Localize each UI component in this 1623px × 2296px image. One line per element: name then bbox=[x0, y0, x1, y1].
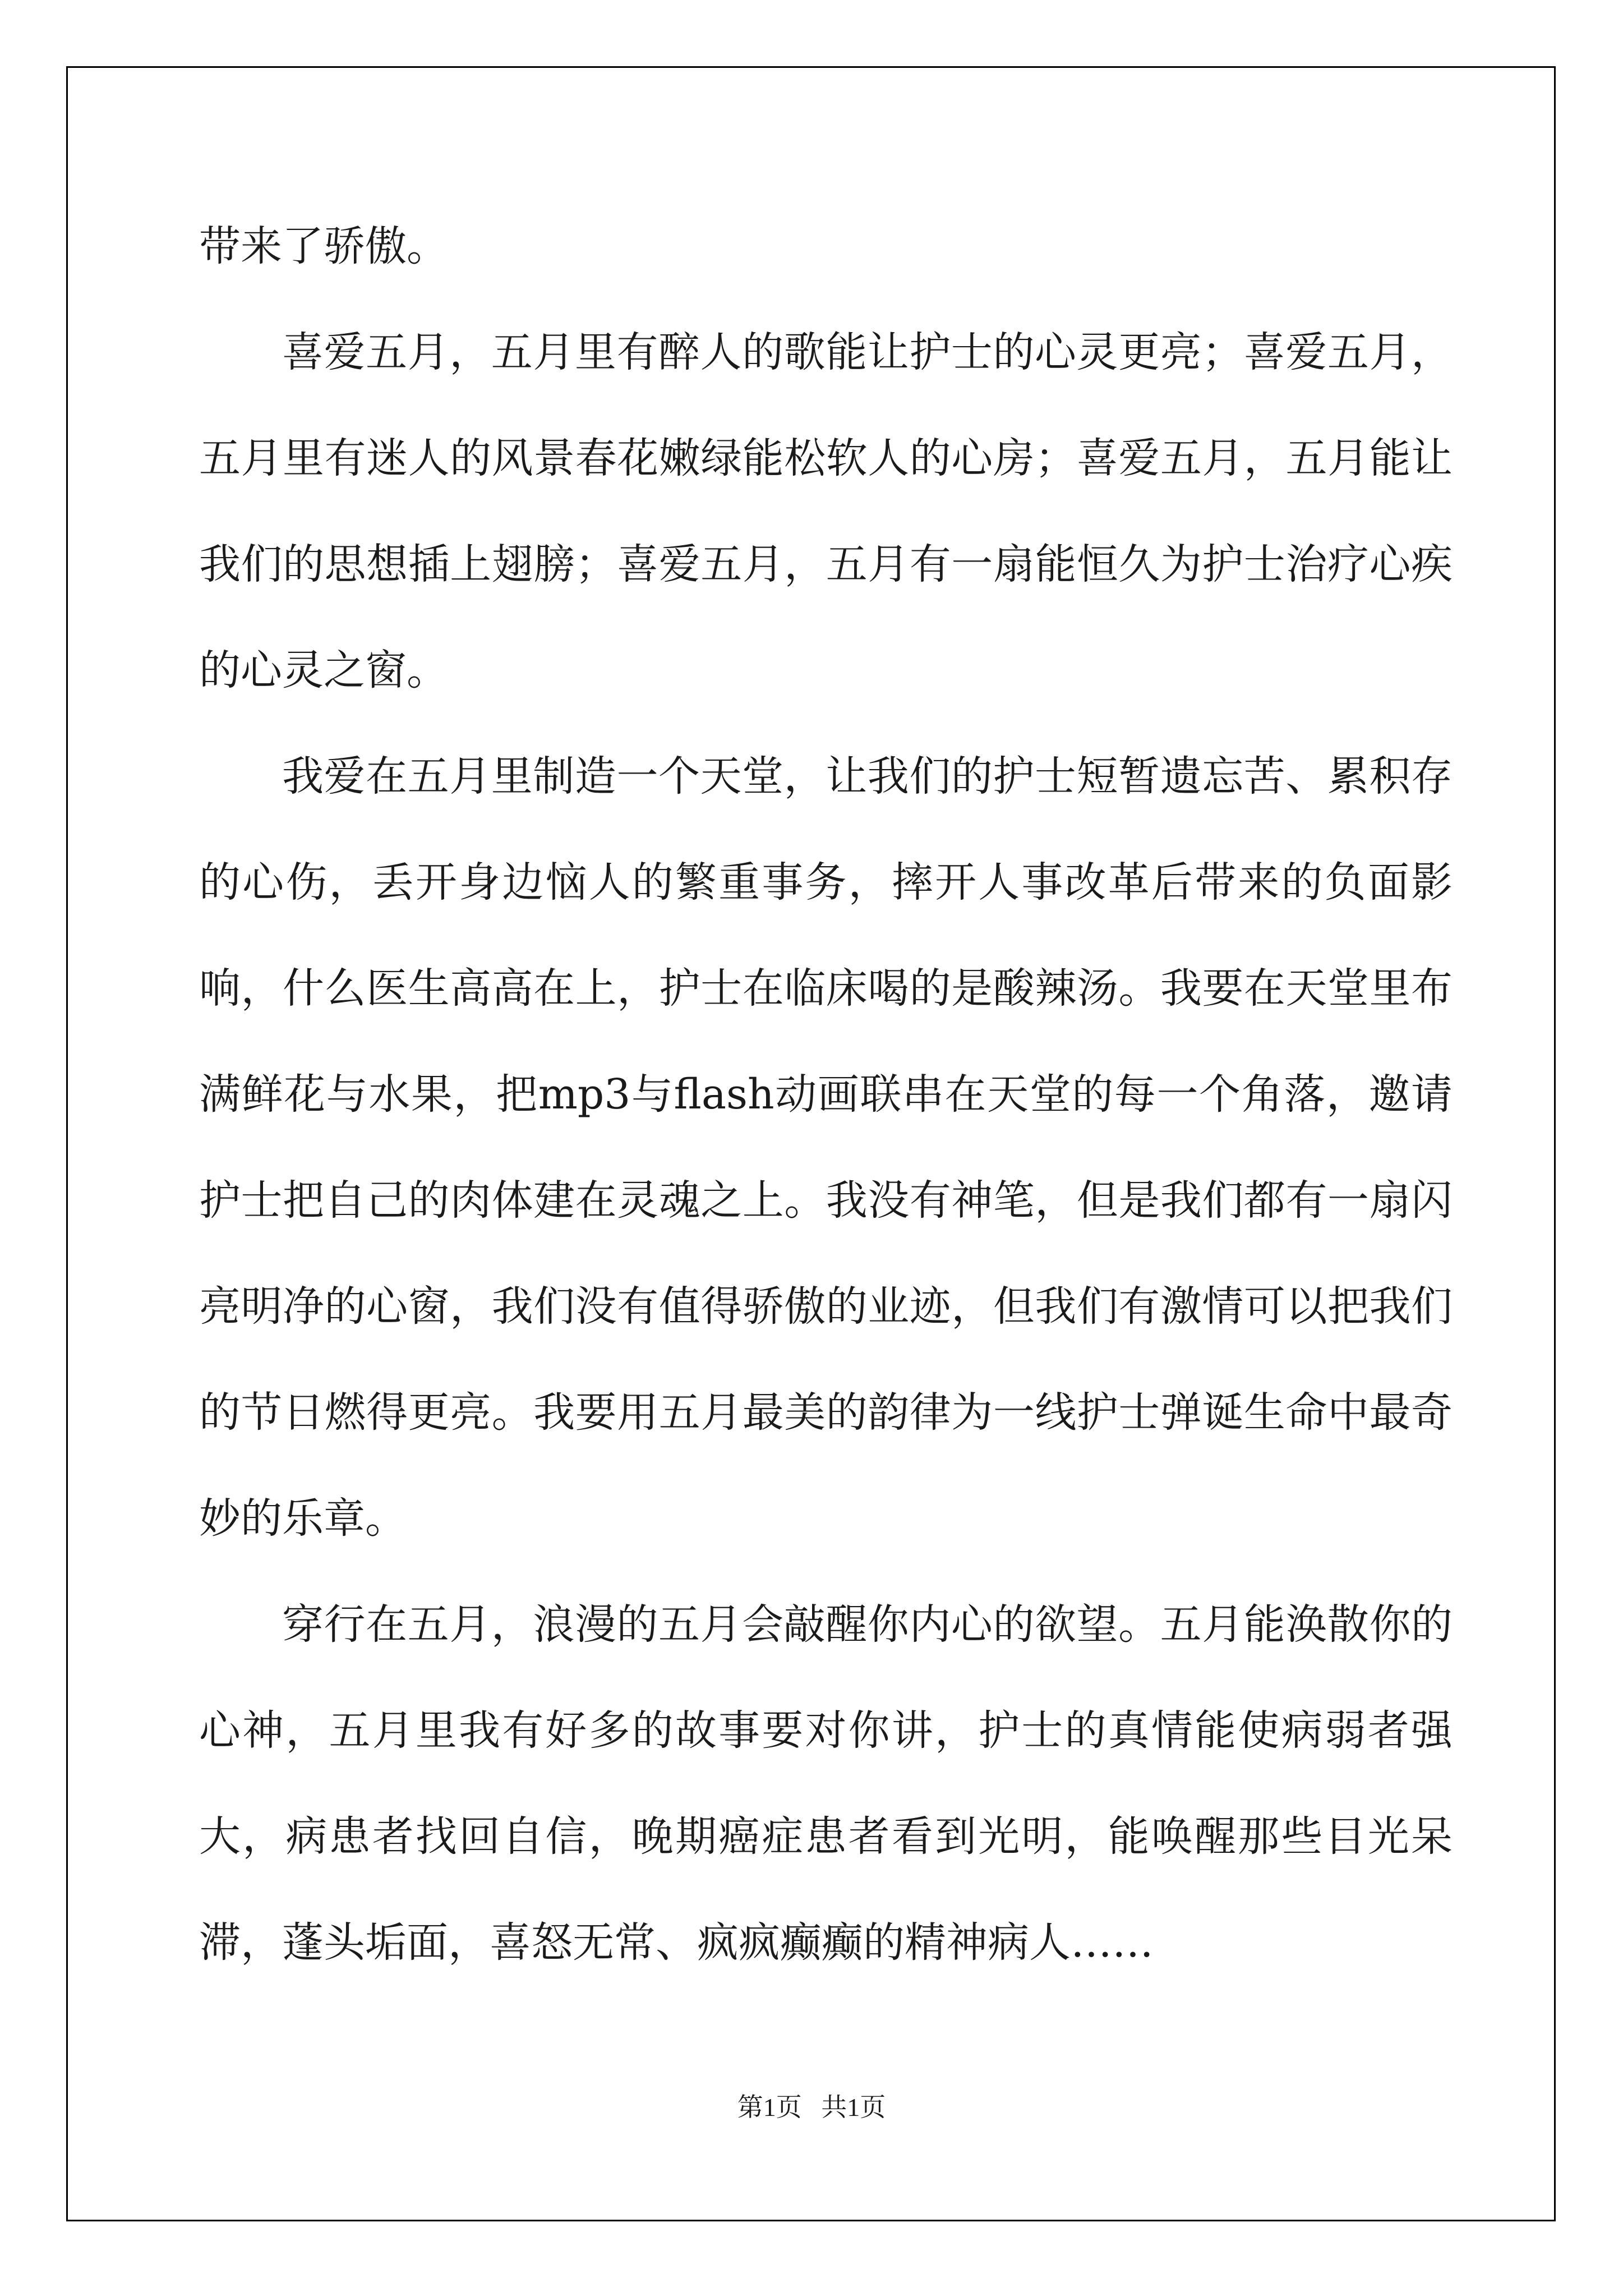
paragraph-1: 带来了骄傲。 bbox=[199, 222, 448, 270]
document-body bbox=[199, 194, 1453, 1996]
page-number-footer: 第1页 共1页 bbox=[737, 2093, 886, 2122]
paragraph-4: 穿行在五月，浪漫的五月会敲醒你内心的欲望。五月能涣散你的心神，五月里我有好多的故事要对你讲，护士的真情能使病弱者强大，病患者找回自信，晚期癌症患者看到光明，能唤醒那些目光呆滞，蓬头垢面，喜怒无常、疯疯癫癫的精神病人…… bbox=[199, 1600, 1453, 1967]
paragraph-3: 我爱在五月里制造一个天堂，让我们的护士短暂遗忘苦、累积存的心伤，丢开身边恼人的繁重事务，摔开人事改革后带来的负面影响，什么医生高高在上，护士在临床喝的是酸辣汤。我要在天堂里布满鲜花与水果，把mp3与flash动画联串在天堂的每一个角落，邀请护士把自己的肉体建在灵魂之上。我没有神笔，但是我们都有一扇闪亮明净的心窗，我们没有值得骄傲的业迹，但我们有激情可以把我们的节日燃得更亮。我要用五月最美的韵律为一线护士弹诞生命中最奇妙的乐章。 bbox=[199, 752, 1453, 1543]
paragraph-2: 喜爱五月，五月里有醉人的歌能让护士的心灵更亮；喜爱五月，五月里有迷人的风景春花嫩绿能松软人的心房；喜爱五月，五月能让我们的思想插上翅膀；喜爱五月，五月有一扇能恒久为护士治疗心疾的心灵之窗。 bbox=[199, 328, 1453, 694]
